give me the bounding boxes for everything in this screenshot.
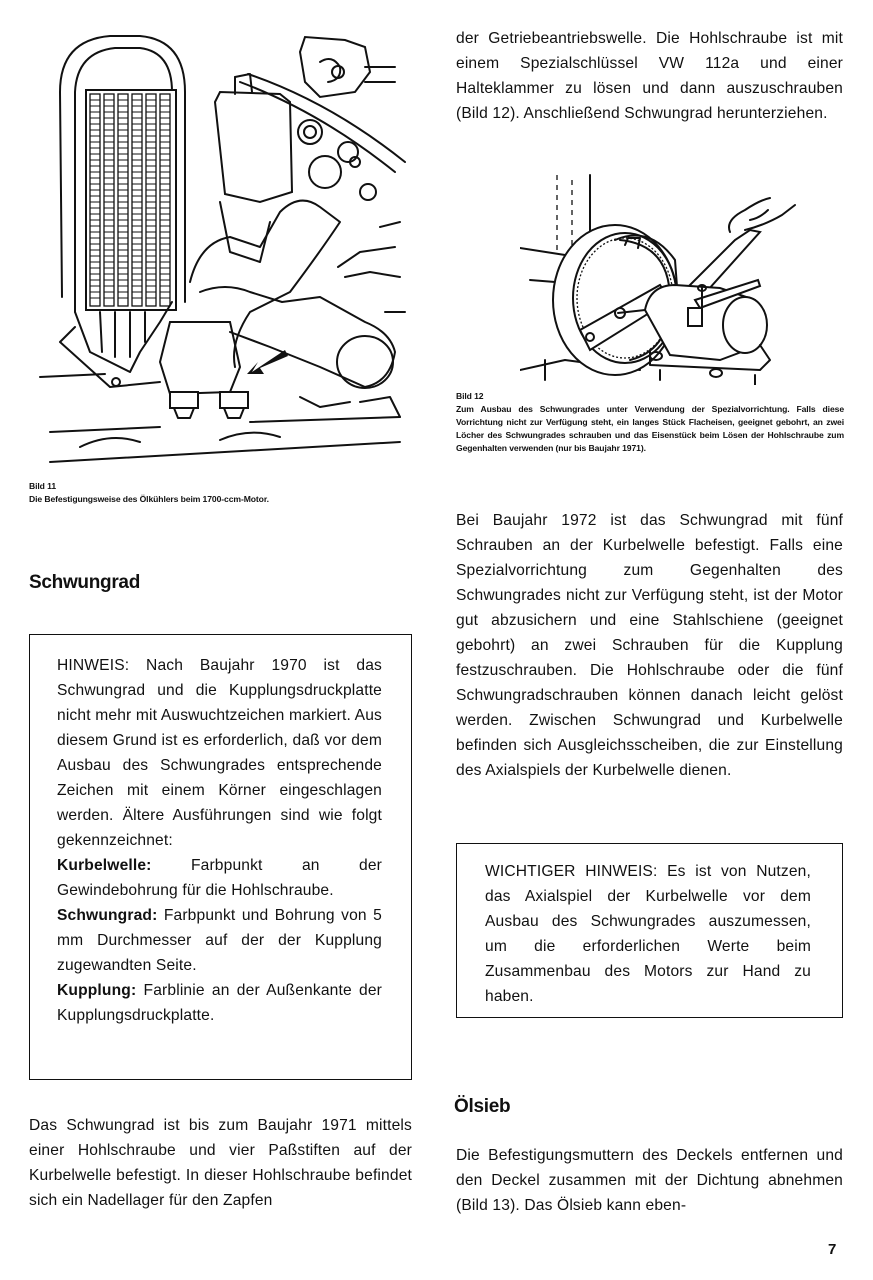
important-note-text: WICHTIGER HINWEIS: Es ist von Nutzen, das Axialspiel der Kurbelwelle vor dem Ausbau des Schwungrades auszumessen, um die erforderlichen Werte beim Zusammenbau des Motors zur Hand zu haben. (485, 863, 811, 1005)
hinweis-note-content (57, 653, 382, 1028)
figure-12-illustration (520, 170, 850, 385)
figure-12-caption: Zum Ausbau des Schwungrades unter Verwendung der Spezialvorrichtung. Falls diese Vorrichtung nicht zur Verfügung steht, ein langes Stück Flacheisen, geeignet gebohrt, an zwei Löcher des Schwungrades schrauben und das Eisenstück beim Lösen der Hohlschraube zum Gegenhalten verwenden (nur bis Baujahr 1971). (456, 404, 844, 453)
intro-paragraph: der Getriebeantriebswelle. Die Hohlschraube ist mit einem Spezialschlüssel VW 112a und einer Halteklammer zu lösen und dann auszuschrauben (Bild 12). Anschließend Schwungrad herunterziehen. (456, 30, 843, 122)
flywheel-removal-drawing (520, 170, 850, 385)
hinweis-item-schwungrad (57, 903, 382, 978)
olsieb-paragraph: Die Befestigungsmuttern des Deckels entfernen und den Deckel zusammen mit der Dichtung abnehmen (Bild 13). Das Ölsieb kann eben- (456, 1147, 843, 1214)
page-number: 7 (828, 1241, 837, 1258)
hinweis-term: Kupplung: (57, 982, 137, 999)
schwungrad-paragraph: Das Schwungrad ist bis zum Baujahr 1971 mittels einer Hohlschraube und vier Paßstiften auf der Kurbelwelle befestigt. In dieser Hohlschraube befindet sich ein Nadellager für den Zapfen (29, 1117, 412, 1209)
figure-11-label: Bild 11 (29, 481, 57, 491)
hinweis-item-kupplung (57, 978, 382, 1028)
hinweis-term: Schwungrad: (57, 907, 158, 924)
schwungrad-heading: Schwungrad (29, 572, 141, 593)
hinweis-intro: HINWEIS: Nach Baujahr 1970 ist das Schwungrad und die Kupplungsdruckplatte nicht mehr mit Auswuchtzeichen markiert. Aus diesem Grund ist es erforderlich, daß vor dem Ausbau des Schwungrades entsprechende Zeichen mit einem Körner eingeschlagen werden. Ältere Ausführungen sind wie folgt gekennzeichnet: (57, 657, 382, 849)
figure-11-illustration (20, 22, 420, 467)
figure-12-label: Bild 12 (456, 391, 484, 401)
figure-11-caption: Die Befestigungsweise des Ölkühlers beim 1700-ccm-Motor. (29, 494, 269, 504)
hinweis-item-kurbelwelle (57, 853, 382, 903)
olsieb-heading: Ölsieb (454, 1096, 511, 1117)
paragraph-baujahr-1972: Bei Baujahr 1972 ist das Schwungrad mit fünf Schrauben an der Kurbelwelle befestigt. Falls eine Spezialvorrichtung zum Gegenhalten des Schwungrades nicht zur Verfügung steht, ist der Motor gut abzusichern und eine Stahlschiene (geeignet gebohrt) an zwei Schrauben für die Kupplung festzuschrauben. Die Hohlschraube oder die fünf Schwungradschrauben können danach leicht gelöst werden. Zwischen Schwungrad und Kurbelwelle befinden sich Ausgleichsscheiben, die zur Einstellung des Axialspiels der Kurbelwelle dienen. (456, 512, 843, 779)
figure-11-caption-block (29, 480, 349, 506)
oil-cooler-drawing (20, 22, 420, 467)
hinweis-note-box (29, 634, 412, 1080)
hinweis-desc: Farbpunkt und Bohrung von 5 mm Durchmesser auf der der Kupplung zugewandten Seite. (57, 907, 382, 974)
hinweis-desc: Farbpunkt an der Gewindebohrung für die Hohlschraube. (57, 857, 382, 899)
important-note-box (456, 843, 843, 1018)
hinweis-desc: Farblinie an der Außenkante der Kupplungsdruckplatte. (57, 982, 382, 1024)
figure-12-caption-block (456, 390, 844, 455)
hinweis-term: Kurbelwelle: (57, 857, 152, 874)
